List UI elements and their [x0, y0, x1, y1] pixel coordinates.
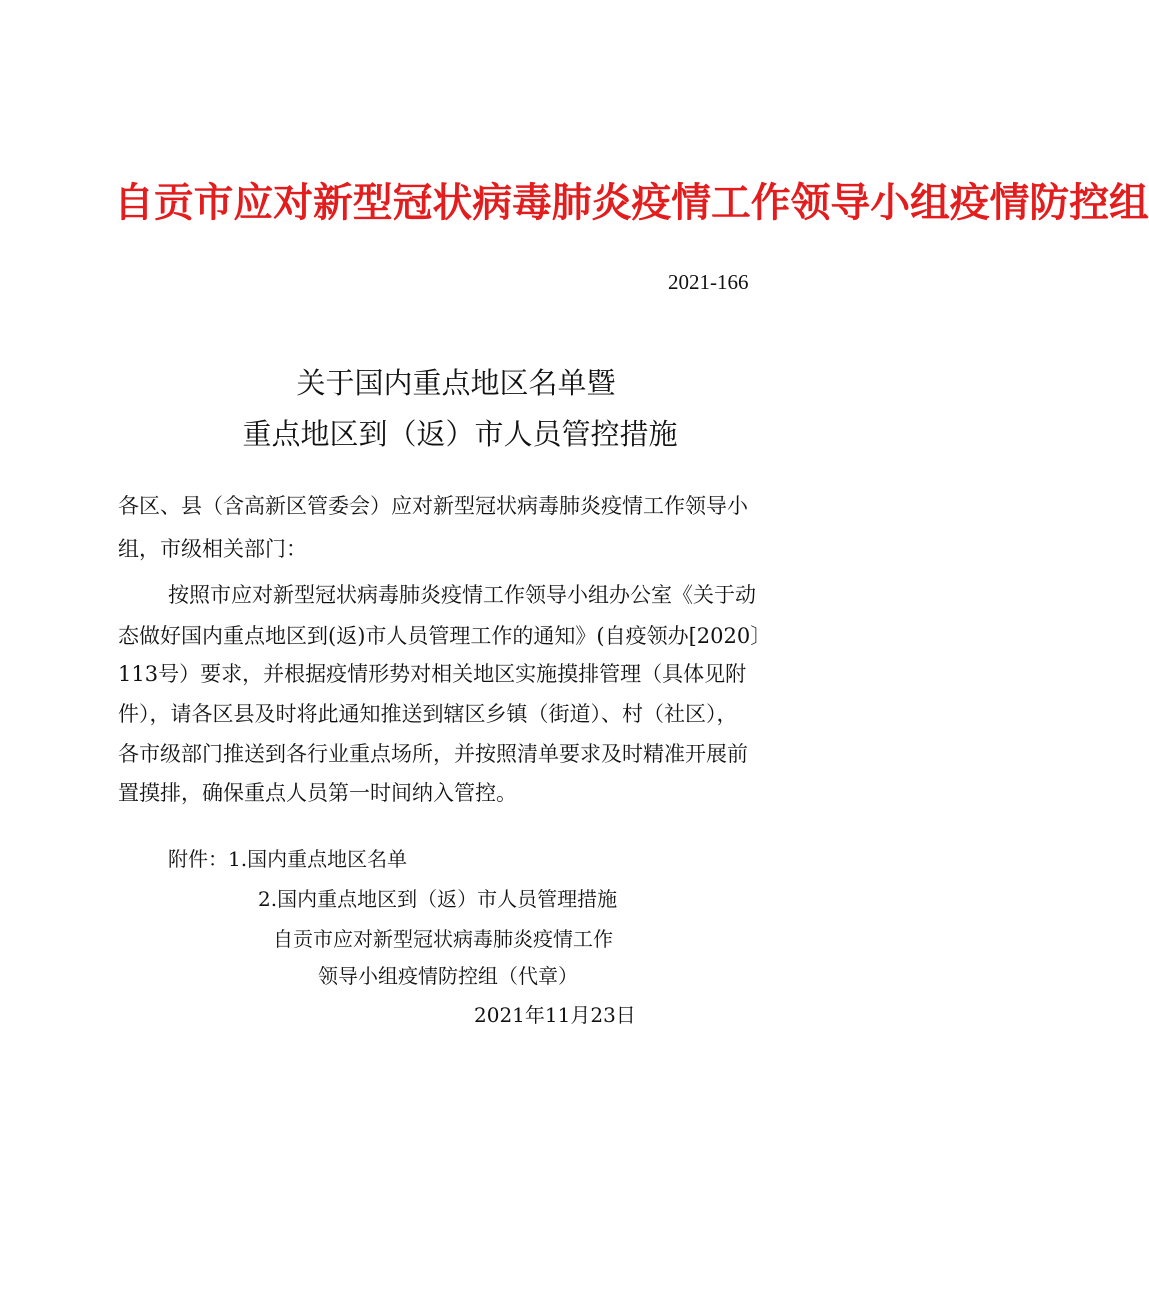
attachment-item-2: 2.国内重点地区到（返）市人员管理措施 — [258, 887, 618, 911]
document-title-line1: 关于国内重点地区名单暨 — [296, 366, 616, 400]
body-line-6: 置摸排，确保重点人员第一时间纳入管控。 — [118, 781, 517, 805]
signature-org-line1: 自贡市应对新型冠状病毒肺炎疫情工作 — [273, 927, 613, 951]
signature-org-line2: 领导小组疫情防控组（代章） — [318, 964, 578, 988]
body-line-3: 113号）要求，并根据疫情形势对相关地区实施摸排管理（具体见附 — [118, 662, 747, 686]
address-line-1: 各区、县（含高新区管委会）应对新型冠状病毒肺炎疫情工作领导小 — [118, 494, 748, 518]
document-title-line2: 重点地区到（返）市人员管控措施 — [242, 417, 678, 451]
body-line-4: 件），请各区县及时将此通知推送到辖区乡镇（街道）、村（社区）， — [118, 702, 738, 726]
address-line-2: 组，市级相关部门： — [118, 537, 307, 561]
body-line-5: 各市级部门推送到各行业重点场所，并按照清单要求及时精准开展前 — [118, 742, 748, 766]
document-number: 2021-166 — [668, 270, 749, 294]
org-header-title: 自贡市应对新型冠状病毒肺炎疫情工作领导小组疫情防控组 — [114, 180, 1149, 226]
body-line-2: 态做好国内重点地区到(返)市人员管理工作的通知》(自疫领办[2020〕 — [118, 624, 772, 648]
signature-date: 2021年11月23日 — [474, 1003, 636, 1027]
attachment-item-1: 附件：1.国内重点地区名单 — [168, 847, 408, 871]
body-line-1: 按照市应对新型冠状病毒肺炎疫情工作领导小组办公室《关于动 — [168, 583, 756, 607]
